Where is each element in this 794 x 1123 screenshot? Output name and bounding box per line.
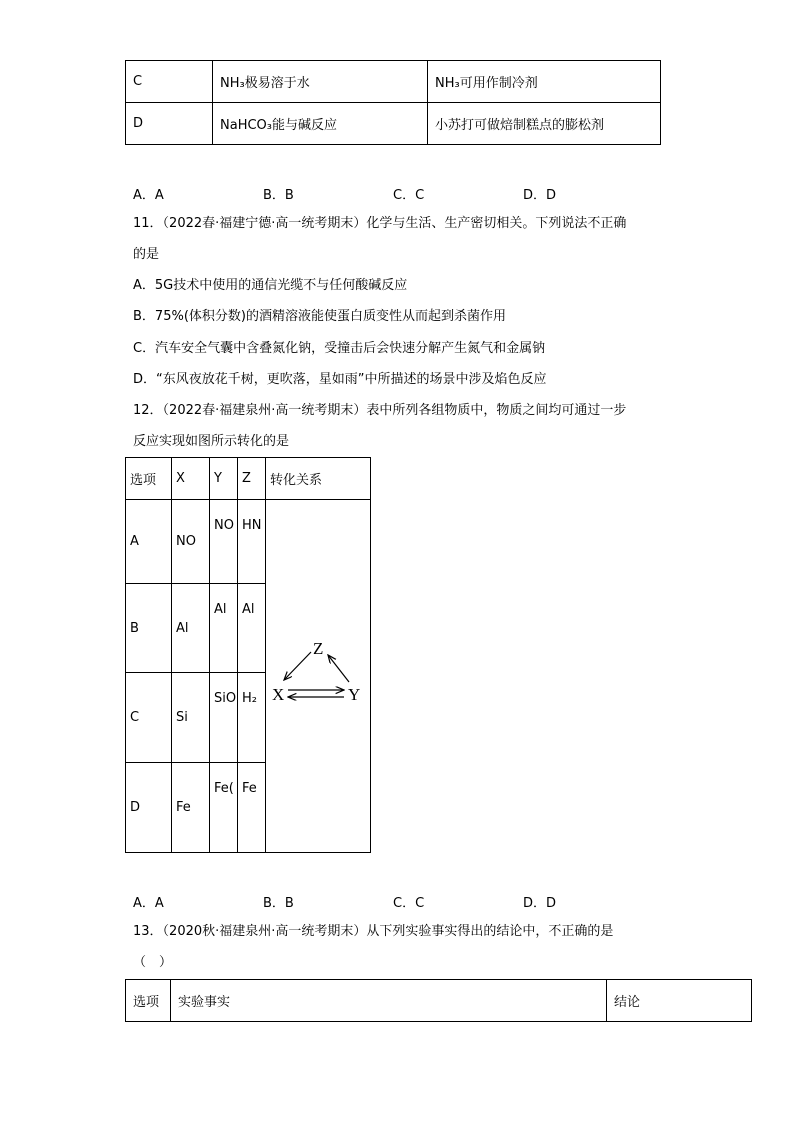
- application-cell: NH₃可用作制冷剂: [428, 61, 661, 103]
- arrow-y-to-z: [328, 655, 349, 682]
- q12-stem-line2: 反应实现如图所示转化的是: [133, 434, 290, 449]
- q10-choices: [133, 184, 653, 203]
- y-cell: Al: [210, 584, 238, 673]
- z-cell: H₂: [238, 673, 266, 763]
- table-row: [126, 500, 371, 584]
- option-cell: D: [126, 103, 213, 145]
- option-cell: C: [126, 61, 213, 103]
- application-cell: 小苏打可做焙制糕点的膨松剂: [428, 103, 661, 145]
- x-cell: Si: [172, 673, 210, 763]
- option-cell: B: [126, 584, 172, 673]
- conversion-diagram: [266, 636, 370, 716]
- node-y: Y: [348, 685, 361, 704]
- q13-table: [125, 979, 752, 1022]
- q12-table: [125, 457, 371, 853]
- header-relation: 转化关系: [266, 458, 371, 500]
- header-x: X: [172, 458, 210, 500]
- q12-stem-line1: 12．（2022春·福建泉州·高一统考期末）表中所列各组物质中，物质之间均可通过一步: [133, 403, 627, 418]
- q11-option-b[interactable]: B．75%(体积分数)的酒精溶液能使蛋白质变性从而起到杀菌作用: [133, 309, 506, 324]
- relation-cell: [266, 500, 371, 853]
- z-cell: Al: [238, 584, 266, 673]
- table-header-row: [126, 980, 752, 1022]
- y-cell: SiO: [210, 673, 238, 763]
- option-cell: A: [126, 500, 172, 584]
- x-cell: Al: [172, 584, 210, 673]
- q11-option-d[interactable]: D．“东风夜放花千树，更吹落，星如雨”中所描述的场景中涉及焰色反应: [133, 372, 547, 387]
- table-row: [126, 103, 661, 145]
- choice-d[interactable]: D．D: [523, 896, 557, 911]
- choice-c[interactable]: C．C: [393, 188, 425, 203]
- q13-paren: （ ）: [133, 955, 173, 970]
- choice-d[interactable]: D．D: [523, 188, 557, 203]
- q10-table: [125, 60, 661, 145]
- choice-a[interactable]: A．A: [133, 896, 164, 911]
- table-header-row: [126, 458, 371, 500]
- node-z: Z: [313, 639, 324, 658]
- header-fact: 实验事实: [171, 980, 607, 1022]
- z-cell: Fe: [238, 763, 266, 853]
- q11-option-a[interactable]: A．5G技术中使用的通信光缆不与任何酸碱反应: [133, 278, 408, 293]
- header-y: Y: [210, 458, 238, 500]
- choice-b[interactable]: B．B: [263, 188, 294, 203]
- header-option: 选项: [126, 980, 171, 1022]
- y-cell: NO: [210, 500, 238, 584]
- fact-cell: NaHCO₃能与碱反应: [213, 103, 428, 145]
- header-z: Z: [238, 458, 266, 500]
- q11-stem-line2: 的是: [133, 247, 160, 262]
- fact-cell: NH₃极易溶于水: [213, 61, 428, 103]
- q11-stem-line1: 11．（2022春·福建宁德·高一统考期末）化学与生活、生产密切相关。下列说法不正确: [133, 216, 627, 231]
- header-option: 选项: [126, 458, 172, 500]
- x-cell: NO: [172, 500, 210, 584]
- q11-option-c[interactable]: C．汽车安全气囊中含叠氮化钠，受撞击后会快速分解产生氮气和金属钠: [133, 341, 546, 356]
- y-cell: Fe(: [210, 763, 238, 853]
- table-row: [126, 61, 661, 103]
- x-cell: Fe: [172, 763, 210, 853]
- option-cell: D: [126, 763, 172, 853]
- option-cell: C: [126, 673, 172, 763]
- node-x: X: [272, 685, 285, 704]
- z-cell: HN: [238, 500, 266, 584]
- choice-b[interactable]: B．B: [263, 896, 294, 911]
- choice-c[interactable]: C．C: [393, 896, 425, 911]
- q13-stem: 13．（2020秋·福建泉州·高一统考期末）从下列实验事实得出的结论中，不正确的是: [133, 924, 614, 939]
- q12-choices: [133, 892, 653, 911]
- header-conclusion: 结论: [607, 980, 752, 1022]
- choice-a[interactable]: A．A: [133, 188, 164, 203]
- arrow-z-to-x: [284, 652, 311, 680]
